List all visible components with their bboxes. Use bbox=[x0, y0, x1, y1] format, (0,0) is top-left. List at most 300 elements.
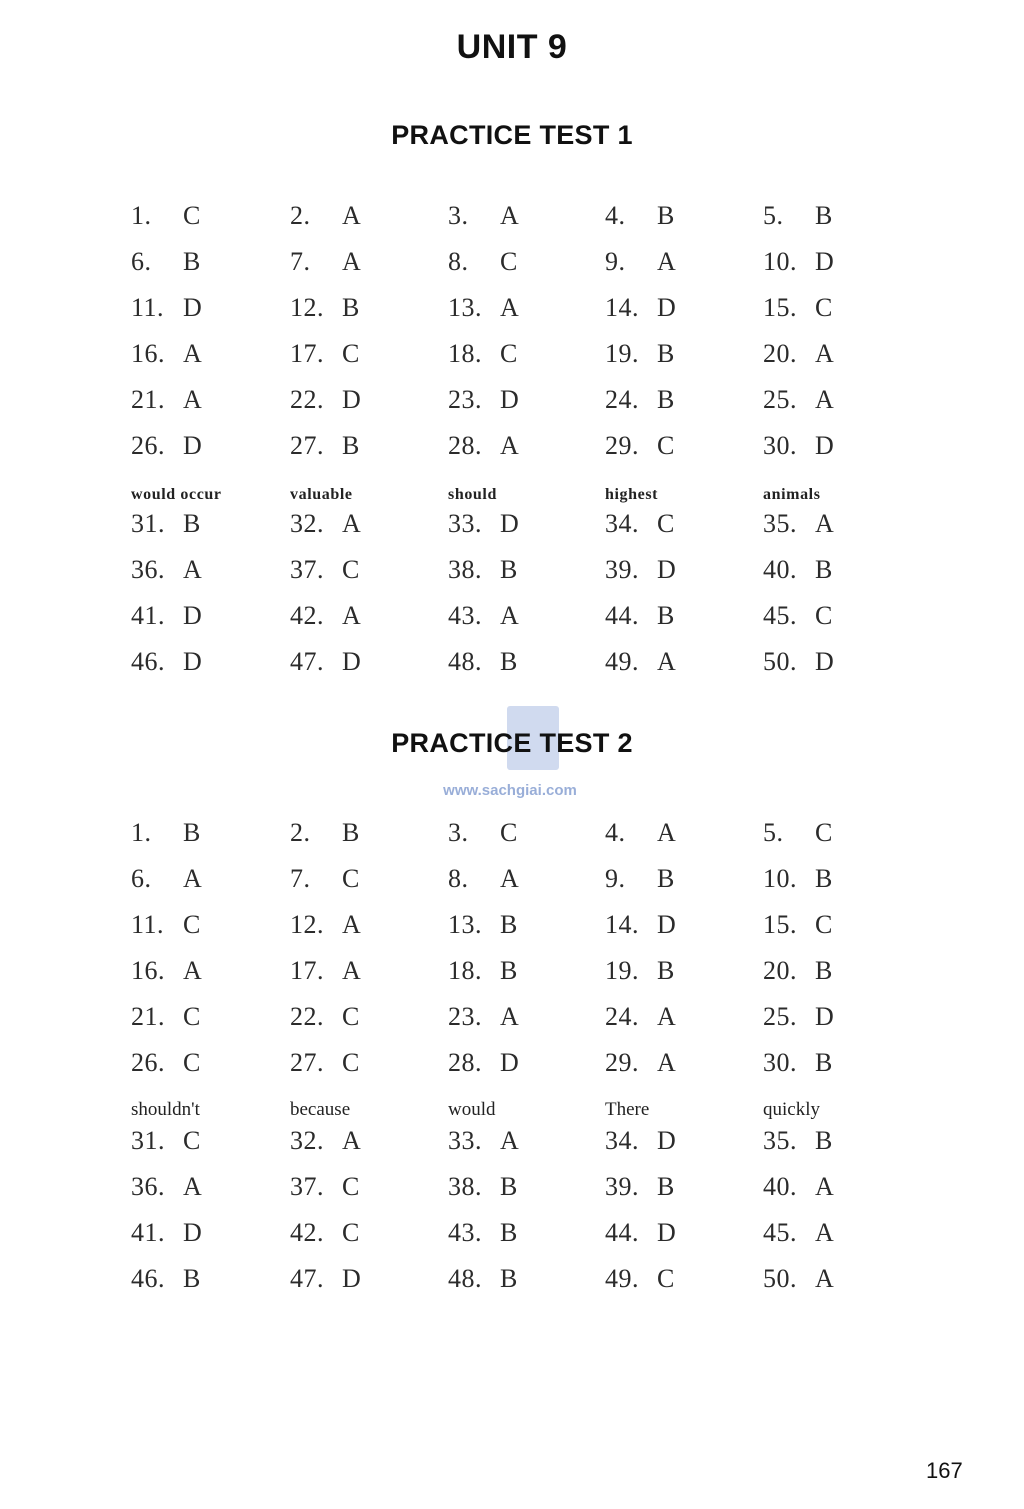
question-number: 37. bbox=[290, 1172, 324, 1201]
answer-item bbox=[131, 201, 281, 231]
answer-letter: B bbox=[500, 647, 518, 676]
answer-item bbox=[448, 247, 598, 277]
question-number: 20. bbox=[763, 956, 797, 985]
answer-letter: B bbox=[657, 1172, 675, 1201]
question-number: 24. bbox=[605, 385, 639, 414]
answer-item bbox=[290, 1126, 440, 1156]
question-number: 36. bbox=[131, 1172, 165, 1201]
answer-item bbox=[605, 601, 755, 631]
answer-letter: A bbox=[815, 509, 835, 538]
answer-item bbox=[605, 956, 755, 986]
answer-item bbox=[131, 956, 281, 986]
word-answer: should bbox=[448, 486, 497, 503]
answer-letter: A bbox=[183, 339, 203, 368]
question-number: 48. bbox=[448, 647, 482, 676]
question-number: 21. bbox=[131, 1002, 165, 1031]
question-number: 19. bbox=[605, 339, 639, 368]
answer-letter: A bbox=[342, 1126, 362, 1155]
answer-item bbox=[290, 293, 440, 323]
answer-letter: B bbox=[183, 1264, 201, 1293]
question-number: 48. bbox=[448, 1264, 482, 1293]
answer-item bbox=[763, 385, 913, 415]
question-number: 46. bbox=[131, 1264, 165, 1293]
answer-letter: A bbox=[500, 293, 520, 322]
answer-item bbox=[131, 1264, 281, 1294]
question-number: 40. bbox=[763, 555, 797, 584]
question-number: 12. bbox=[290, 293, 324, 322]
answer-letter: A bbox=[342, 201, 362, 230]
answer-item bbox=[290, 385, 440, 415]
question-number: 25. bbox=[763, 385, 797, 414]
answer-item bbox=[131, 1126, 281, 1156]
answer-item bbox=[448, 818, 598, 848]
answer-letter: D bbox=[183, 601, 203, 630]
answer-item bbox=[763, 1126, 913, 1156]
question-number: 2. bbox=[290, 818, 311, 847]
answer-letter: D bbox=[183, 1218, 203, 1247]
question-number: 28. bbox=[448, 431, 482, 460]
question-number: 32. bbox=[290, 509, 324, 538]
answers-31-50 bbox=[131, 509, 931, 693]
answer-letter: D bbox=[183, 647, 203, 676]
answer-letter: D bbox=[815, 647, 835, 676]
answer-letter: A bbox=[815, 339, 835, 368]
answer-row bbox=[131, 293, 931, 339]
answer-item bbox=[448, 1264, 598, 1294]
question-number: 14. bbox=[605, 910, 639, 939]
answer-item bbox=[448, 1048, 598, 1078]
answer-item bbox=[290, 818, 440, 848]
answer-letter: B bbox=[500, 1172, 518, 1201]
answer-letter: A bbox=[500, 601, 520, 630]
question-number: 10. bbox=[763, 247, 797, 276]
answer-letter: B bbox=[815, 864, 833, 893]
question-number: 23. bbox=[448, 385, 482, 414]
word-answer: shouldn't bbox=[131, 1099, 200, 1120]
answer-item bbox=[605, 1048, 755, 1078]
question-number: 33. bbox=[448, 1126, 482, 1155]
answer-letter: A bbox=[500, 431, 520, 460]
answer-row bbox=[131, 956, 931, 1002]
answer-item bbox=[763, 247, 913, 277]
answer-letter: B bbox=[815, 555, 833, 584]
answer-letter: C bbox=[183, 910, 201, 939]
question-number: 5. bbox=[763, 818, 784, 847]
question-number: 44. bbox=[605, 1218, 639, 1247]
answer-item bbox=[131, 555, 281, 585]
answer-item bbox=[763, 647, 913, 677]
answer-row bbox=[131, 247, 931, 293]
question-number: 39. bbox=[605, 1172, 639, 1201]
answer-item bbox=[448, 910, 598, 940]
answer-item bbox=[763, 339, 913, 369]
answer-letter: D bbox=[657, 910, 677, 939]
answer-item bbox=[448, 339, 598, 369]
answer-letter: B bbox=[183, 818, 201, 847]
question-number: 16. bbox=[131, 956, 165, 985]
question-number: 26. bbox=[131, 431, 165, 460]
answer-row bbox=[131, 818, 931, 864]
answer-letter: C bbox=[657, 1264, 675, 1293]
answer-row bbox=[131, 201, 931, 247]
answer-item bbox=[290, 864, 440, 894]
answer-item bbox=[290, 509, 440, 539]
answer-letter: B bbox=[500, 555, 518, 584]
answers-1-30 bbox=[131, 818, 931, 1094]
answer-letter: C bbox=[815, 293, 833, 322]
question-number: 12. bbox=[290, 910, 324, 939]
answer-letter: A bbox=[183, 555, 203, 584]
answer-letter: D bbox=[657, 555, 677, 584]
question-number: 3. bbox=[448, 818, 469, 847]
answer-letter: B bbox=[815, 201, 833, 230]
answer-item bbox=[605, 339, 755, 369]
answer-letter: B bbox=[657, 956, 675, 985]
answer-item bbox=[131, 1218, 281, 1248]
question-number: 40. bbox=[763, 1172, 797, 1201]
practice-test-2-answers bbox=[131, 818, 931, 1310]
answer-item bbox=[131, 1048, 281, 1078]
question-number: 29. bbox=[605, 431, 639, 460]
answer-item bbox=[763, 293, 913, 323]
question-number: 18. bbox=[448, 339, 482, 368]
answer-item bbox=[131, 293, 281, 323]
answer-letter: C bbox=[342, 1048, 360, 1077]
answer-letter: B bbox=[815, 956, 833, 985]
answer-letter: D bbox=[815, 247, 835, 276]
answer-letter: B bbox=[500, 1264, 518, 1293]
answer-item bbox=[131, 385, 281, 415]
answer-letter: B bbox=[657, 339, 675, 368]
answer-row bbox=[131, 1002, 931, 1048]
answer-letter: A bbox=[815, 1264, 835, 1293]
answer-row bbox=[131, 601, 931, 647]
answer-item bbox=[448, 1126, 598, 1156]
answer-item bbox=[605, 910, 755, 940]
answer-item bbox=[448, 509, 598, 539]
question-number: 41. bbox=[131, 601, 165, 630]
answer-item bbox=[290, 1218, 440, 1248]
answer-item bbox=[131, 1172, 281, 1202]
practice-test-1-answers bbox=[131, 201, 931, 693]
answer-letter: D bbox=[183, 431, 203, 460]
answer-row bbox=[131, 1218, 931, 1264]
answer-row bbox=[131, 385, 931, 431]
answer-letter: B bbox=[657, 385, 675, 414]
question-number: 42. bbox=[290, 601, 324, 630]
word-answers-row bbox=[131, 477, 931, 509]
question-number: 47. bbox=[290, 1264, 324, 1293]
question-number: 42. bbox=[290, 1218, 324, 1247]
answer-item bbox=[290, 555, 440, 585]
unit-title: UNIT 9 bbox=[456, 28, 568, 66]
question-number: 22. bbox=[290, 385, 324, 414]
answer-letter: D bbox=[815, 1002, 835, 1031]
answer-item bbox=[448, 293, 598, 323]
answer-letter: A bbox=[183, 956, 203, 985]
answer-letter: D bbox=[815, 431, 835, 460]
answer-item bbox=[605, 647, 755, 677]
question-number: 21. bbox=[131, 385, 165, 414]
question-number: 49. bbox=[605, 647, 639, 676]
question-number: 10. bbox=[763, 864, 797, 893]
question-number: 5. bbox=[763, 201, 784, 230]
answer-letter: D bbox=[342, 1264, 362, 1293]
question-number: 37. bbox=[290, 555, 324, 584]
question-number: 4. bbox=[605, 201, 626, 230]
answer-item bbox=[131, 601, 281, 631]
answer-item bbox=[131, 1002, 281, 1032]
answer-letter: A bbox=[183, 1172, 203, 1201]
question-number: 3. bbox=[448, 201, 469, 230]
answer-item bbox=[131, 910, 281, 940]
answer-item bbox=[763, 555, 913, 585]
answer-item bbox=[763, 431, 913, 461]
answer-letter: B bbox=[183, 247, 201, 276]
answer-letter: B bbox=[657, 601, 675, 630]
answer-item bbox=[605, 1172, 755, 1202]
word-answer: There bbox=[605, 1099, 650, 1120]
answer-item bbox=[131, 647, 281, 677]
question-number: 19. bbox=[605, 956, 639, 985]
answer-item bbox=[763, 509, 913, 539]
answer-item bbox=[448, 601, 598, 631]
answer-item bbox=[290, 647, 440, 677]
question-number: 9. bbox=[605, 864, 626, 893]
answer-item bbox=[448, 1002, 598, 1032]
question-number: 45. bbox=[763, 601, 797, 630]
answer-letter: C bbox=[183, 201, 201, 230]
answer-letter: C bbox=[815, 818, 833, 847]
answer-letter: C bbox=[183, 1002, 201, 1031]
question-number: 32. bbox=[290, 1126, 324, 1155]
answer-row bbox=[131, 1264, 931, 1310]
answer-letter: B bbox=[815, 1126, 833, 1155]
question-number: 29. bbox=[605, 1048, 639, 1077]
answer-item bbox=[131, 247, 281, 277]
question-number: 26. bbox=[131, 1048, 165, 1077]
practice-test-2-title: PRACTICE TEST 2 bbox=[391, 728, 633, 758]
answer-item bbox=[290, 601, 440, 631]
answer-letter: A bbox=[657, 1002, 677, 1031]
page-number: 167 bbox=[926, 1458, 963, 1483]
answer-row bbox=[131, 555, 931, 601]
word-answer: highest bbox=[605, 486, 659, 503]
answer-row bbox=[131, 910, 931, 956]
answer-letter: C bbox=[657, 509, 675, 538]
answer-letter: C bbox=[342, 339, 360, 368]
answer-letter: A bbox=[657, 1048, 677, 1077]
answer-letter: A bbox=[342, 247, 362, 276]
question-number: 11. bbox=[131, 293, 165, 322]
question-number: 17. bbox=[290, 956, 324, 985]
question-number: 30. bbox=[763, 1048, 797, 1077]
word-answer: valuable bbox=[290, 486, 353, 503]
answer-letter: A bbox=[342, 910, 362, 939]
answer-letter: A bbox=[500, 1002, 520, 1031]
answer-letter: A bbox=[342, 601, 362, 630]
answer-letter: D bbox=[183, 293, 203, 322]
answer-item bbox=[605, 201, 755, 231]
answer-letter: A bbox=[500, 201, 520, 230]
question-number: 13. bbox=[448, 293, 482, 322]
answer-item bbox=[448, 201, 598, 231]
question-number: 34. bbox=[605, 1126, 639, 1155]
answer-letter: B bbox=[657, 864, 675, 893]
question-number: 20. bbox=[763, 339, 797, 368]
answer-item bbox=[605, 864, 755, 894]
answers-31-50 bbox=[131, 1126, 931, 1310]
answer-letter: B bbox=[657, 201, 675, 230]
question-number: 47. bbox=[290, 647, 324, 676]
answer-letter: A bbox=[500, 864, 520, 893]
answer-item bbox=[448, 385, 598, 415]
answer-item bbox=[605, 818, 755, 848]
answer-item bbox=[605, 1218, 755, 1248]
answer-letter: A bbox=[657, 247, 677, 276]
answer-letter: A bbox=[815, 1218, 835, 1247]
answer-item bbox=[131, 431, 281, 461]
answer-item bbox=[605, 247, 755, 277]
question-number: 2. bbox=[290, 201, 311, 230]
answer-row bbox=[131, 509, 931, 555]
question-number: 1. bbox=[131, 201, 152, 230]
answer-letter: C bbox=[342, 1002, 360, 1031]
answer-item bbox=[448, 555, 598, 585]
answer-item bbox=[605, 1264, 755, 1294]
question-number: 36. bbox=[131, 555, 165, 584]
answer-letter: D bbox=[500, 385, 520, 414]
answer-letter: D bbox=[500, 1048, 520, 1077]
word-answer: because bbox=[290, 1099, 351, 1120]
question-number: 43. bbox=[448, 1218, 482, 1247]
answer-item bbox=[605, 293, 755, 323]
answer-item bbox=[763, 818, 913, 848]
answer-row bbox=[131, 339, 931, 385]
answer-item bbox=[763, 864, 913, 894]
answer-item bbox=[763, 1218, 913, 1248]
answer-letter: C bbox=[815, 601, 833, 630]
question-number: 22. bbox=[290, 1002, 324, 1031]
question-number: 50. bbox=[763, 1264, 797, 1293]
question-number: 7. bbox=[290, 247, 311, 276]
answer-letter: A bbox=[183, 385, 203, 414]
answer-letter: D bbox=[500, 509, 520, 538]
answer-item bbox=[763, 601, 913, 631]
answer-letter: A bbox=[342, 956, 362, 985]
answer-item bbox=[131, 818, 281, 848]
answer-item bbox=[290, 956, 440, 986]
question-number: 18. bbox=[448, 956, 482, 985]
question-number: 6. bbox=[131, 864, 152, 893]
answer-item bbox=[448, 956, 598, 986]
question-number: 41. bbox=[131, 1218, 165, 1247]
answer-letter: B bbox=[342, 431, 360, 460]
answer-letter: D bbox=[342, 647, 362, 676]
answer-item bbox=[290, 431, 440, 461]
answer-letter: A bbox=[342, 509, 362, 538]
answer-row bbox=[131, 1172, 931, 1218]
answer-letter: C bbox=[342, 864, 360, 893]
answer-letter: C bbox=[342, 555, 360, 584]
question-number: 15. bbox=[763, 293, 797, 322]
answer-letter: D bbox=[657, 293, 677, 322]
answer-letter: A bbox=[500, 1126, 520, 1155]
question-number: 38. bbox=[448, 555, 482, 584]
question-number: 27. bbox=[290, 431, 324, 460]
word-answers-row bbox=[131, 1094, 931, 1126]
answer-letter: A bbox=[183, 864, 203, 893]
answer-row bbox=[131, 431, 931, 477]
question-number: 4. bbox=[605, 818, 626, 847]
question-number: 39. bbox=[605, 555, 639, 584]
answer-letter: B bbox=[183, 509, 201, 538]
question-number: 9. bbox=[605, 247, 626, 276]
question-number: 13. bbox=[448, 910, 482, 939]
answer-letter: D bbox=[342, 385, 362, 414]
question-number: 34. bbox=[605, 509, 639, 538]
answer-item bbox=[448, 1172, 598, 1202]
answer-letter: A bbox=[815, 385, 835, 414]
question-number: 7. bbox=[290, 864, 311, 893]
answer-item bbox=[448, 864, 598, 894]
question-number: 31. bbox=[131, 509, 165, 538]
answer-item bbox=[448, 647, 598, 677]
question-number: 17. bbox=[290, 339, 324, 368]
answer-letter: C bbox=[183, 1126, 201, 1155]
question-number: 30. bbox=[763, 431, 797, 460]
question-number: 44. bbox=[605, 601, 639, 630]
answer-item bbox=[131, 339, 281, 369]
answer-row bbox=[131, 1126, 931, 1172]
word-answer: would occur bbox=[131, 486, 222, 503]
question-number: 49. bbox=[605, 1264, 639, 1293]
answer-item bbox=[290, 1172, 440, 1202]
answer-item bbox=[131, 509, 281, 539]
answer-item bbox=[290, 247, 440, 277]
question-number: 14. bbox=[605, 293, 639, 322]
answer-item bbox=[290, 201, 440, 231]
answer-item bbox=[290, 910, 440, 940]
answer-item bbox=[605, 1126, 755, 1156]
answer-letter: A bbox=[657, 818, 677, 847]
answer-letter: C bbox=[183, 1048, 201, 1077]
question-number: 43. bbox=[448, 601, 482, 630]
answer-item bbox=[763, 956, 913, 986]
answer-letter: C bbox=[500, 247, 518, 276]
answer-item bbox=[605, 431, 755, 461]
answer-letter: B bbox=[500, 1218, 518, 1247]
word-answer: would bbox=[448, 1099, 496, 1120]
answer-item bbox=[290, 339, 440, 369]
question-number: 8. bbox=[448, 247, 469, 276]
question-number: 46. bbox=[131, 647, 165, 676]
question-number: 38. bbox=[448, 1172, 482, 1201]
question-number: 35. bbox=[763, 1126, 797, 1155]
answer-item bbox=[763, 1048, 913, 1078]
answer-letter: C bbox=[500, 339, 518, 368]
answer-item bbox=[290, 1264, 440, 1294]
question-number: 11. bbox=[131, 910, 165, 939]
answer-letter: C bbox=[342, 1218, 360, 1247]
question-number: 24. bbox=[605, 1002, 639, 1031]
question-number: 27. bbox=[290, 1048, 324, 1077]
answer-item bbox=[763, 201, 913, 231]
question-number: 35. bbox=[763, 509, 797, 538]
answer-item bbox=[290, 1002, 440, 1032]
answer-letter: A bbox=[657, 647, 677, 676]
question-number: 23. bbox=[448, 1002, 482, 1031]
